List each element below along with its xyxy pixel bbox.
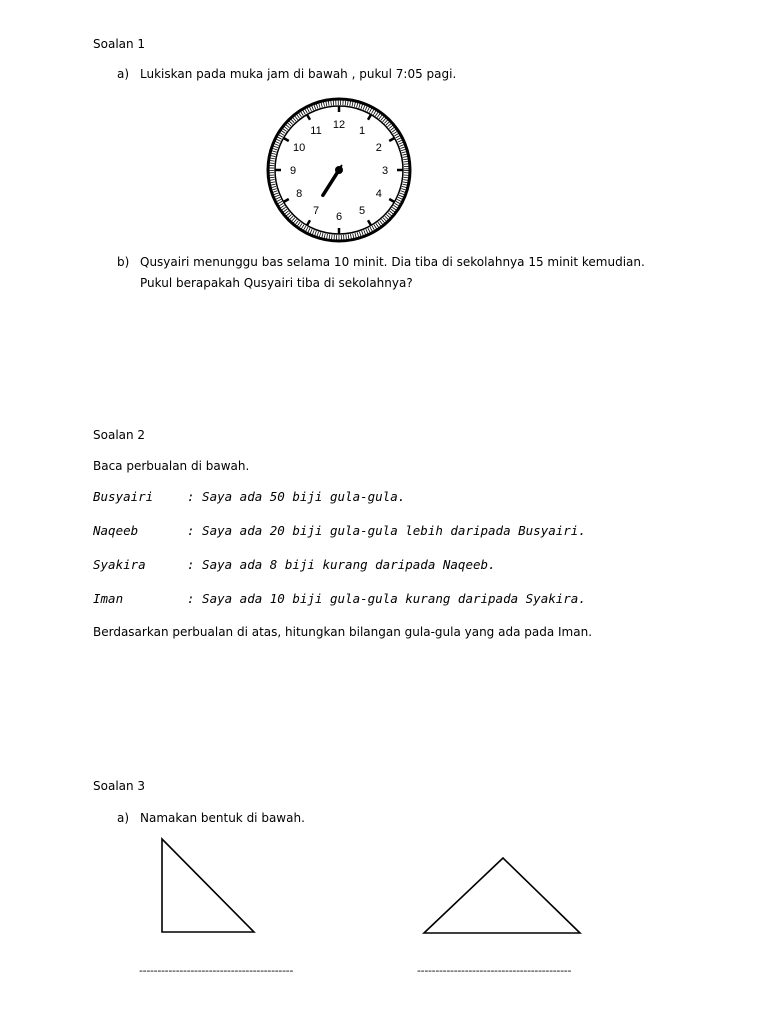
clock-number: 5 bbox=[358, 204, 366, 217]
answer-line-right[interactable]: ------------------------------------------ bbox=[417, 964, 572, 977]
clock-number: 6 bbox=[335, 211, 343, 223]
clock-hour-tick bbox=[284, 199, 289, 202]
soalan3-heading: Soalan 3 bbox=[93, 779, 146, 793]
dialogue-name: Syakira bbox=[93, 557, 146, 572]
clock-hour-tick bbox=[389, 199, 394, 202]
soalan1-part-a-text: Lukiskan pada muka jam di bawah , pukul 7:05 pagi. bbox=[140, 67, 457, 81]
clock-number: 8 bbox=[296, 188, 303, 200]
dialogue-name: Iman bbox=[93, 591, 124, 606]
clock-hour-hand bbox=[323, 170, 339, 195]
dialogue-name: Busyairi bbox=[93, 489, 154, 504]
right-triangle-shape bbox=[159, 836, 259, 936]
clock-number: 9 bbox=[289, 165, 297, 177]
soalan2-intro: Baca perbualan di bawah. bbox=[93, 459, 250, 473]
clock-hour-tick bbox=[368, 115, 371, 120]
clock-hour-tick bbox=[307, 115, 310, 120]
soalan1-heading: Soalan 1 bbox=[93, 37, 146, 51]
clock-hour-tick bbox=[307, 220, 310, 225]
soalan2-question: Berdasarkan perbualan di atas, hitungkan bilangan gula-gula yang ada pada Iman. bbox=[93, 625, 593, 639]
clock-hour-tick bbox=[368, 220, 371, 225]
clock-center-pin bbox=[335, 166, 343, 174]
clock-hour-tick bbox=[284, 138, 289, 141]
clock-number: 12 bbox=[332, 119, 346, 131]
obtuse-triangle-shape bbox=[421, 855, 583, 937]
clock-number: 3 bbox=[381, 165, 389, 177]
soalan1-part-b-text: Qusyairi menunggu bas selama 10 minit. Dia tiba di sekolahnya 15 minit kemudian. Pukul berapakah Qusyairi tiba di sekolahnya? bbox=[140, 255, 645, 290]
clock-number: 7 bbox=[312, 204, 320, 217]
soalan1-part-b-marker: b) bbox=[117, 255, 130, 269]
answer-line-left[interactable]: ------------------------------------------ bbox=[139, 964, 294, 977]
soalan1-part-a-marker: a) bbox=[117, 67, 130, 81]
clock-number: 1 bbox=[358, 125, 366, 138]
soalan2-heading: Soalan 2 bbox=[93, 428, 146, 442]
dialogue-speech: : Saya ada 50 biji gula-gula. bbox=[187, 489, 406, 504]
clock-number: 2 bbox=[375, 142, 382, 154]
dialogue-speech: : Saya ada 8 biji kurang daripada Naqeeb. bbox=[187, 557, 496, 572]
soalan3-part-a-marker: a) bbox=[117, 811, 130, 825]
soalan3-part-a-text: Namakan bentuk di bawah. bbox=[140, 811, 305, 825]
dialogue-speech: : Saya ada 20 biji gula-gula lebih daripada Busyairi. bbox=[187, 523, 586, 538]
clock-number: 4 bbox=[375, 188, 382, 200]
clock-number: 10 bbox=[293, 142, 306, 154]
clock-hour-tick bbox=[389, 138, 394, 141]
clock-number: 11 bbox=[310, 125, 322, 138]
clock-face bbox=[266, 97, 412, 243]
dialogue-name: Naqeeb bbox=[93, 523, 139, 538]
dialogue-speech: : Saya ada 10 biji gula-gula kurang daripada Syakira. bbox=[187, 591, 586, 606]
